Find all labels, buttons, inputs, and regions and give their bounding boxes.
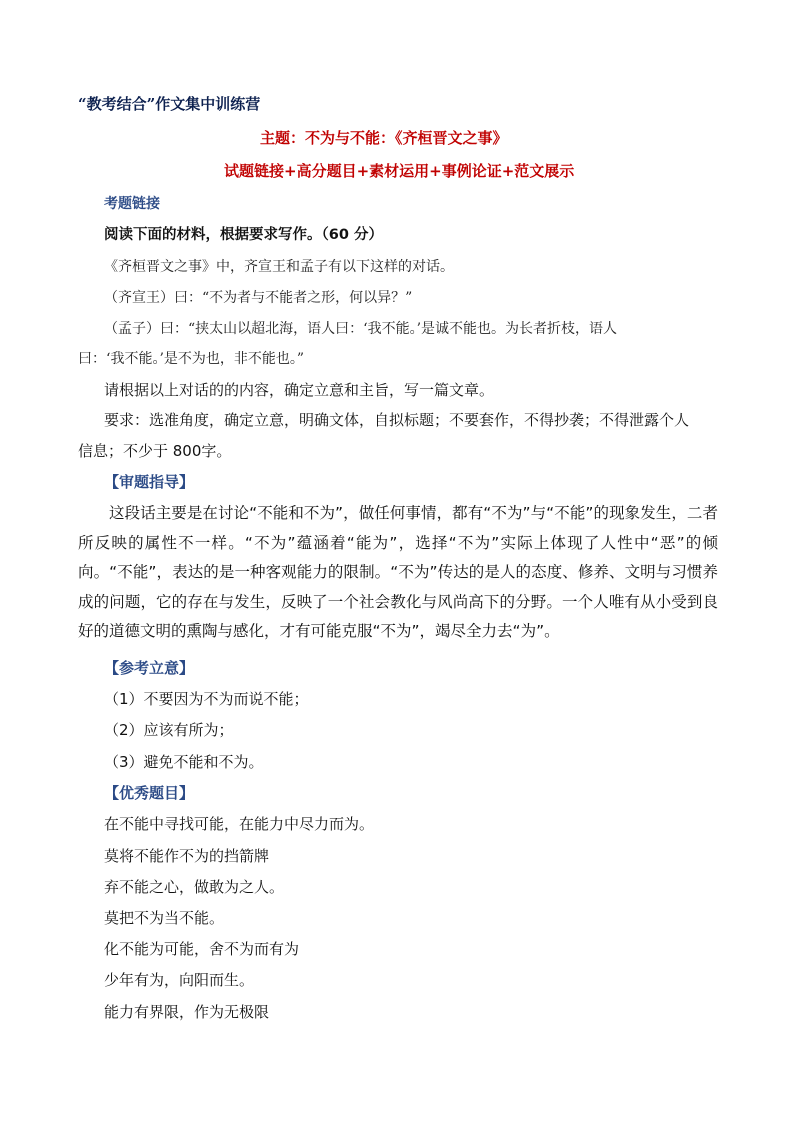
titles-label: 【优秀题目】 [104, 784, 195, 802]
title-item-1: 在不能中寻找可能，在能力中尽力而为。 [104, 815, 375, 833]
requirement-line1: 要求：选准角度，确定立意，明确文体，自拟标题；不要套作，不得抄袭；不得泄露个人 [104, 411, 690, 429]
subtitle-heading: 试题链接+高分题目+素材运用+事例论证+范文展示 [224, 162, 575, 180]
material-intro: 《齐桓晋文之事》中，齐宣王和孟子有以下这样的对话。 [104, 259, 454, 275]
material-king-quote: （齐宣王）曰：“不为者与不能者之形，何以异？” [104, 290, 413, 306]
idea-item-1: （1）不要因为不为而说不能； [104, 690, 309, 708]
material-mencius-quote-line2: 曰：‘我不能。’是不为也，非不能也。” [78, 351, 305, 367]
section-label-exam-link: 考题链接 [104, 196, 160, 212]
requirement-line2: 信息；不少于 800字。 [78, 442, 232, 460]
title-item-2: 莫将不能作不为的挡箭牌 [104, 847, 270, 865]
idea-label: 【参考立意】 [104, 659, 195, 677]
title-item-3: 弃不能之心，做敢为之人。 [104, 878, 285, 896]
material-mencius-quote-line1: （孟子）曰：“挟太山以超北海，语人曰：‘我不能。’是诚不能也。为长者折枝，语人 [104, 321, 618, 337]
guide-paragraph: 这段话主要是在讨论“不能和不为”，做任何事情，都有“不为”与“不能”的现象发生，二者所反映的属性不一样。“不为”蕴涵着“能为”，选择“不为”实际上体现了人性中“恶”的倾向。“不能”，表达的是一种客观能力的限制。“不为”传达的是人的态度、修养、文明与习惯养成的问题，它的存在与发生，反映了一个社会教化与风尚高下的分野。一个人唯有从小受到良好的道德文明的熏陶与感化，才有可能克服“不为”，竭尽全力去“为”。 [78, 504, 718, 640]
writing-prompt: 请根据以上对话的的内容，确定立意和主旨，写一篇文章。 [104, 381, 495, 399]
series-title: “教考结合”作文集中训练营 [78, 95, 261, 113]
title-item-7: 能力有界限，作为无极限 [104, 1003, 270, 1021]
title-item-5: 化不能为可能，舍不为而有为 [104, 940, 300, 958]
topic-heading: 主题：不为与不能：《齐桓晋文之事》 [260, 129, 508, 147]
idea-item-2: （2）应该有所为； [104, 721, 234, 739]
idea-item-3: （3）避免不能和不为。 [104, 753, 264, 771]
title-item-4: 莫把不为当不能。 [104, 909, 225, 927]
task-instruction: 阅读下面的材料，根据要求写作。（60 分） [104, 227, 383, 243]
guide-label: 【审题指导】 [104, 473, 195, 491]
title-item-6: 少年有为，向阳而生。 [104, 971, 255, 989]
